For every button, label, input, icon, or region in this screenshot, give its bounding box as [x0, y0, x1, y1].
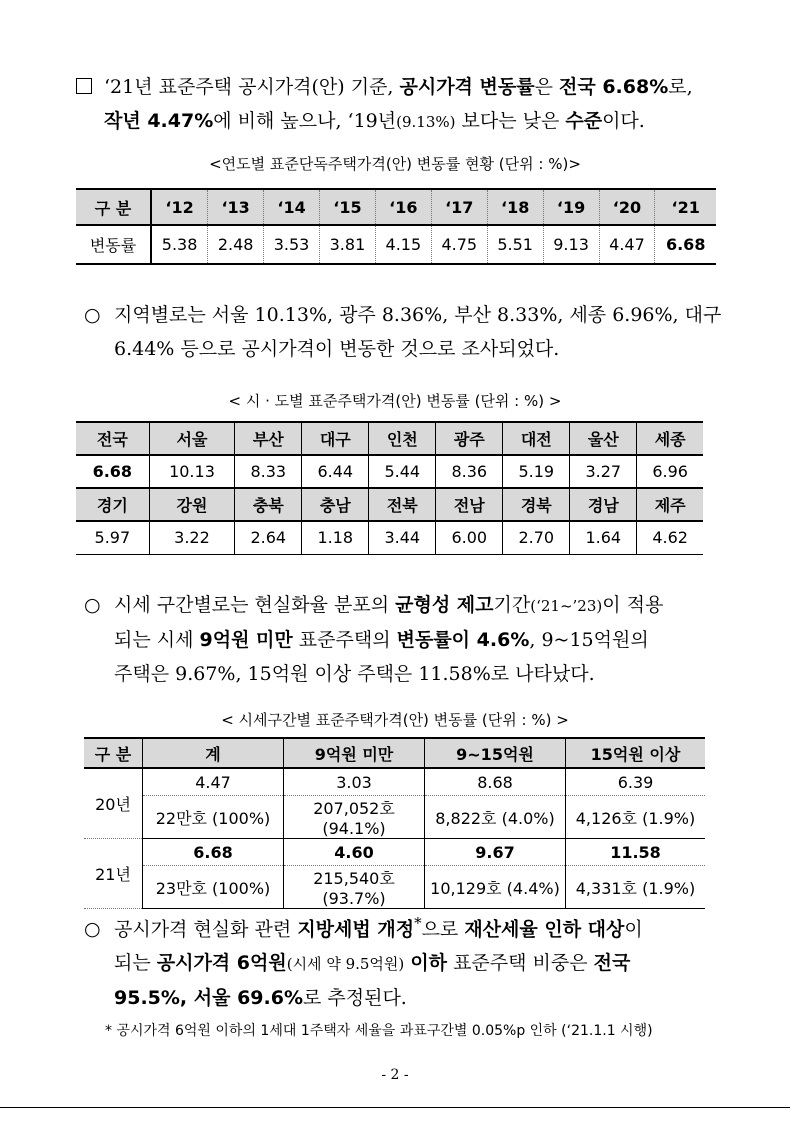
rate-cell: 5.38: [151, 225, 208, 264]
region-cell: 전국: [76, 422, 149, 455]
regional-rate-table: [76, 421, 703, 555]
price-band-table: [84, 737, 705, 909]
rate-cell: 4.15: [375, 225, 431, 264]
rate-cell: 2.64: [235, 521, 302, 554]
count-cell: 4,331호 (1.9%): [566, 866, 706, 909]
rate-cell: 2.70: [503, 521, 570, 554]
table1-value-row: [76, 225, 716, 264]
rate-cell: 3.22: [149, 521, 235, 554]
region-cell: 경기: [76, 488, 149, 521]
table3-header-row: [84, 738, 705, 768]
year-cell: ‘17: [431, 189, 487, 225]
year-cell: ‘21: [655, 189, 716, 225]
year-cell: ‘19: [543, 189, 599, 225]
region-cell: 경남: [570, 488, 637, 521]
year-cell: ‘14: [264, 189, 320, 225]
region-cell: 전남: [436, 488, 503, 521]
region-cell: 충남: [302, 488, 369, 521]
rate-cell: 8.36: [436, 455, 503, 488]
region-cell: 경북: [503, 488, 570, 521]
rate-cell: 3.03: [284, 768, 425, 796]
rate-cell: 10.13: [149, 455, 235, 488]
rate-cell: 5.97: [76, 521, 149, 554]
price-band-paragraph: ○ 시세 구간별로는 현실화율 분포의 균형성 제고기간(‘21~’23)이 적용 되는 시세 9억원 미만 표준주택의 변동률이 4.6%, 9~15억원의 주택은 9.67%, 15억원 이상 주택은 11.58%로 나타났다.: [84, 588, 716, 691]
region-cell: 울산: [570, 422, 637, 455]
table3-count-row-21: [84, 866, 705, 909]
footnote: * 공시가격 6억원 이하의 1세대 1주택자 세율을 과표구간별 0.05%p 인하 (‘21.1.1 시행): [105, 1023, 653, 1039]
count-cell: 207,052호 (94.1%): [284, 796, 425, 839]
region-cell: 세종: [637, 422, 703, 455]
year-cell: 20년: [84, 768, 143, 839]
region-cell: 제주: [637, 488, 703, 521]
region-cell: 부산: [235, 422, 302, 455]
rate-cell: 1.18: [302, 521, 369, 554]
region-cell: 대구: [302, 422, 369, 455]
table2-value-row-2: [76, 521, 703, 554]
rate-cell: 3.44: [369, 521, 436, 554]
page-number: - 2 -: [381, 1067, 409, 1083]
rate-cell: 11.58: [566, 839, 706, 866]
table3-rate-row-21: [84, 839, 705, 866]
rate-cell: 6.68: [143, 839, 284, 866]
count-cell: 215,540호 (93.7%): [284, 866, 425, 909]
rate-cell: 4.62: [652, 528, 688, 548]
rate-cell: 3.81: [319, 225, 375, 264]
year-cell: ‘20: [599, 189, 655, 225]
rate-cell: 1.64: [570, 521, 637, 554]
table1-caption: <연도별 표준단독주택가격(안) 변동률 현황 (단위 : %)>: [209, 155, 581, 173]
table1-header-row: [76, 189, 716, 225]
rate-cell: 4.75: [431, 225, 487, 264]
intro-paragraph: ‘21년 표준주택 공시가격(안) 기준, 공시가격 변동률은 전국 6.68%로, 작년 4.47%에 비해 높으나, ‘19년(9.13%) 보다는 낮은 수준이다.: [76, 70, 716, 139]
year-cell: 21년: [84, 839, 143, 909]
count-cell: 22만호 (100%): [143, 796, 284, 839]
header-cell: 계: [143, 738, 284, 768]
circle-bullet-icon: ○: [84, 918, 101, 941]
rate-cell: 4.47: [143, 768, 284, 796]
count-cell: 4,126호 (1.9%): [566, 796, 706, 839]
count-cell: 10,129호 (4.4%): [425, 866, 566, 909]
region-cell: 광주: [436, 422, 503, 455]
rate-cell: 5.44: [369, 455, 436, 488]
regional-paragraph: ○ 지역별로는 서울 10.13%, 광주 8.36%, 부산 8.33%, 세종 6.96%, 대구 6.44% 등으로 공시가격이 변동한 것으로 조사되었다.: [84, 298, 716, 366]
rate-cell: 3.53: [264, 225, 320, 264]
table2-value-row-1: [76, 455, 703, 488]
rate-cell: 3.27: [570, 455, 637, 488]
region-cell: 서울: [149, 422, 235, 455]
circle-bullet-icon: ○: [84, 304, 101, 326]
rate-cell: 5.19: [503, 455, 570, 488]
count-cell: 23만호 (100%): [143, 866, 284, 909]
rate-cell: 2.48: [208, 225, 264, 264]
rate-cell: 6.44: [302, 455, 369, 488]
yearly-rate-table: [76, 188, 716, 265]
rate-cell: 6.96: [652, 462, 688, 481]
region-cell: 전북: [369, 488, 436, 521]
header-cell: 9억원 미만: [284, 738, 425, 768]
circle-bullet-icon: ○: [84, 594, 101, 616]
bottom-divider: [0, 1107, 790, 1108]
header-cell: 9~15억원: [425, 738, 566, 768]
rate-cell: 8.33: [235, 455, 302, 488]
rate-cell: 6.00: [436, 521, 503, 554]
table2-header-row-1: [76, 422, 703, 455]
tax-paragraph: ○ 공시가격 현실화 관련 지방세법 개정*으로 재산세율 인하 대상이 되는 공시가격 6억원(시세 약 9.5억원) 이하 표준주택 비중은 전국 95.5%, 서울 69.6%로 추정된다.: [84, 914, 643, 1010]
count-cell: 8,822호 (4.0%): [425, 796, 566, 839]
rate-cell: 4.47: [599, 225, 655, 264]
rate-cell: 9.13: [543, 225, 599, 264]
region-cell: 충북: [235, 488, 302, 521]
year-cell: ‘13: [208, 189, 264, 225]
rate-cell: 6.68: [665, 235, 706, 254]
rate-cell: 6.39: [566, 768, 706, 796]
table3-rate-row-20: [84, 768, 705, 796]
table3-count-row-20: [84, 796, 705, 839]
table3-caption: < 시세구간별 표준주택가격(안) 변동률 (단위 : %) >: [221, 711, 569, 729]
rate-cell: 5.51: [487, 225, 543, 264]
year-cell: ‘12: [151, 189, 208, 225]
table2-header-row-2: [76, 488, 703, 521]
year-cell: ‘15: [319, 189, 375, 225]
checkbox-bullet-icon: [76, 78, 92, 94]
header-cell: 구 분: [84, 738, 143, 768]
region-cell: 강원: [149, 488, 235, 521]
rate-cell: 4.60: [284, 839, 425, 866]
year-cell: ‘18: [487, 189, 543, 225]
region-cell: 인천: [369, 422, 436, 455]
table1-header-label: 구 분: [76, 189, 151, 225]
year-cell: ‘16: [375, 189, 431, 225]
header-cell: 15억원 이상: [566, 738, 706, 768]
region-cell: 대전: [503, 422, 570, 455]
rate-cell: 6.68: [76, 455, 149, 488]
table2-caption: < 시 · 도별 표준주택가격(안) 변동률 (단위 : %) >: [228, 392, 562, 410]
row-label: 변동률: [76, 225, 151, 264]
rate-cell: 8.68: [425, 768, 566, 796]
rate-cell: 9.67: [425, 839, 566, 866]
